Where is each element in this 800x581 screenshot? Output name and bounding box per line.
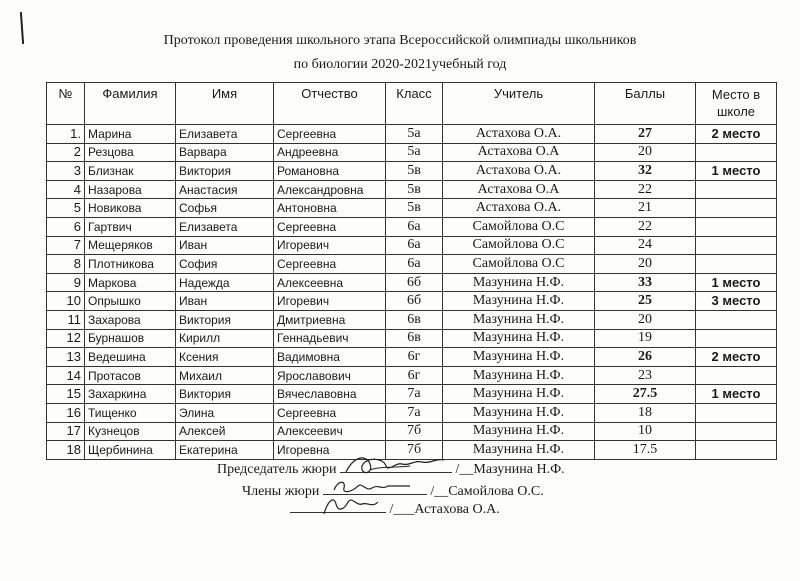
row-score: 24 <box>595 236 696 255</box>
row-place: 1 место <box>696 162 777 181</box>
row-score: 27 <box>595 125 696 144</box>
row-patronymic: Вадимовна <box>274 348 386 367</box>
row-teacher: Астахова О.А <box>443 180 595 199</box>
row-class: 5в <box>386 162 443 181</box>
row-score: 22 <box>595 180 696 199</box>
row-patronymic: Сергеевна <box>274 403 386 422</box>
row-name: Алексей <box>176 422 274 441</box>
table-row <box>47 366 777 385</box>
row-surname: Плотникова <box>85 255 176 274</box>
row-patronymic: Алексеевна <box>274 273 386 292</box>
row-surname: Близнак <box>85 162 176 181</box>
row-score: 20 <box>595 255 696 274</box>
row-surname: Новикова <box>85 199 176 218</box>
row-teacher: Астахова О.А. <box>443 125 595 144</box>
table-row <box>47 310 777 329</box>
member2-handwritten-signature <box>318 494 388 518</box>
row-num: 5 <box>47 199 85 218</box>
row-name: Виктория <box>176 385 274 404</box>
row-class: 5а <box>386 143 443 162</box>
header-teacher: Учитель <box>443 83 595 125</box>
table-row <box>47 273 777 292</box>
row-place: 3 место <box>696 292 777 311</box>
row-num: 10 <box>47 292 85 311</box>
row-patronymic: Вячеславовна <box>274 385 386 404</box>
row-name: Иван <box>176 292 274 311</box>
row-score: 20 <box>595 143 696 162</box>
row-name: Виктория <box>176 310 274 329</box>
row-teacher: Мазунина Н.Ф. <box>443 422 595 441</box>
row-class: 6а <box>386 255 443 274</box>
row-class: 6г <box>386 348 443 367</box>
row-patronymic: Сергеевна <box>274 125 386 144</box>
table-row <box>47 255 777 274</box>
row-teacher: Самойлова О.С <box>443 255 595 274</box>
table-row <box>47 162 777 181</box>
row-name: Софья <box>176 199 274 218</box>
table-row <box>47 125 777 144</box>
row-score: 10 <box>595 422 696 441</box>
table-row <box>47 217 777 236</box>
row-patronymic: Андреевна <box>274 143 386 162</box>
table-row <box>47 236 777 255</box>
row-patronymic: Сергеевна <box>274 255 386 274</box>
row-score: 22 <box>595 217 696 236</box>
row-patronymic: Дмитриевна <box>274 310 386 329</box>
row-num: 18 <box>47 441 85 460</box>
row-name: Елизавета <box>176 217 274 236</box>
table-row <box>47 143 777 162</box>
row-place <box>696 422 777 441</box>
row-place <box>696 310 777 329</box>
row-class: 6б <box>386 273 443 292</box>
row-surname: Кузнецов <box>85 422 176 441</box>
row-place <box>696 441 777 460</box>
row-num: 12 <box>47 329 85 348</box>
row-class: 6в <box>386 310 443 329</box>
row-class: 5а <box>386 125 443 144</box>
row-name: Кирилл <box>176 329 274 348</box>
row-num: 1. <box>47 125 85 144</box>
header-place <box>696 83 777 125</box>
row-class: 7б <box>386 422 443 441</box>
header-place-line1: Место в <box>711 87 761 102</box>
row-class: 5в <box>386 180 443 199</box>
row-surname: Мещеряков <box>85 236 176 255</box>
row-patronymic: Игоревич <box>274 236 386 255</box>
row-place <box>696 180 777 199</box>
header-name: Имя <box>176 83 274 125</box>
row-name: Ксения <box>176 348 274 367</box>
table-row <box>47 385 777 404</box>
row-score: 23 <box>595 366 696 385</box>
row-surname: Марина <box>85 125 176 144</box>
row-patronymic: Антоновна <box>274 199 386 218</box>
document-title: Протокол проведения школьного этапа Всероссийской олимпиады школьников <box>163 33 637 48</box>
row-place: 2 место <box>696 125 777 144</box>
row-surname: Захарова <box>85 310 176 329</box>
row-score: 20 <box>595 310 696 329</box>
row-patronymic: Геннадьевич <box>274 329 386 348</box>
row-patronymic: Сергеевна <box>274 217 386 236</box>
row-teacher: Мазунина Н.Ф. <box>443 366 595 385</box>
row-num: 4 <box>47 180 85 199</box>
row-patronymic: Алексеевич <box>274 422 386 441</box>
row-patronymic: Игоревич <box>274 292 386 311</box>
row-class: 5в <box>386 199 443 218</box>
members-label: Члены жюри <box>242 484 320 499</box>
row-score: 19 <box>595 329 696 348</box>
row-num: 7 <box>47 236 85 255</box>
row-class: 6б <box>386 292 443 311</box>
row-name: Иван <box>176 236 274 255</box>
row-score: 27.5 <box>595 385 696 404</box>
row-teacher: Мазунина Н.Ф. <box>443 273 595 292</box>
table-row <box>47 422 777 441</box>
row-teacher: Самойлова О.С <box>443 217 595 236</box>
row-patronymic: Романовна <box>274 162 386 181</box>
row-surname: Тищенко <box>85 403 176 422</box>
row-name: Екатерина <box>176 441 274 460</box>
table-row <box>47 348 777 367</box>
row-surname: Ведешина <box>85 348 176 367</box>
row-num: 15 <box>47 385 85 404</box>
table-row <box>47 329 777 348</box>
row-num: 17 <box>47 422 85 441</box>
row-teacher: Мазунина Н.Ф. <box>443 385 595 404</box>
row-surname: Резцова <box>85 143 176 162</box>
row-surname: Бурнашов <box>85 329 176 348</box>
row-name: София <box>176 255 274 274</box>
row-teacher: Мазунина Н.Ф. <box>443 292 595 311</box>
row-place <box>696 199 777 218</box>
row-place <box>696 255 777 274</box>
row-num: 11 <box>47 310 85 329</box>
row-teacher: Мазунина Н.Ф. <box>443 310 595 329</box>
chair-name: /__Мазунина Н.Ф. <box>455 462 565 477</box>
row-class: 7а <box>386 385 443 404</box>
row-num: 8 <box>47 255 85 274</box>
row-score: 33 <box>595 273 696 292</box>
row-place: 1 место <box>696 385 777 404</box>
row-num: 16 <box>47 403 85 422</box>
chair-label: Председатель жюри <box>217 462 337 477</box>
row-teacher: Астахова О.А <box>443 143 595 162</box>
results-table <box>46 82 777 460</box>
table-row <box>47 403 777 422</box>
table-row <box>47 180 777 199</box>
row-patronymic: Ярославович <box>274 366 386 385</box>
row-teacher: Самойлова О.С <box>443 236 595 255</box>
row-score: 26 <box>595 348 696 367</box>
row-name: Виктория <box>176 162 274 181</box>
row-place: 1 место <box>696 273 777 292</box>
row-class: 6г <box>386 366 443 385</box>
row-num: 3 <box>47 162 85 181</box>
row-teacher: Мазунина Н.Ф. <box>443 403 595 422</box>
header-num: № <box>47 83 85 125</box>
row-surname: Маркова <box>85 273 176 292</box>
row-patronymic: Александровна <box>274 180 386 199</box>
row-place <box>696 236 777 255</box>
row-surname: Назарова <box>85 180 176 199</box>
header-place-line2: школе <box>716 104 756 119</box>
row-num: 2 <box>47 143 85 162</box>
row-place <box>696 143 777 162</box>
row-name: Михаил <box>176 366 274 385</box>
row-patronymic: Игоревна <box>274 441 386 460</box>
row-class: 6а <box>386 217 443 236</box>
row-surname: Опрышко <box>85 292 176 311</box>
table-row <box>47 199 777 218</box>
row-place: 2 место <box>696 348 777 367</box>
row-score: 21 <box>595 199 696 218</box>
document-subtitle: по биологии 2020-2021учебный год <box>293 57 507 72</box>
row-score: 25 <box>595 292 696 311</box>
row-score: 17.5 <box>595 441 696 460</box>
row-class: 6в <box>386 329 443 348</box>
row-name: Анастасия <box>176 180 274 199</box>
row-score: 18 <box>595 403 696 422</box>
row-class: 7а <box>386 403 443 422</box>
row-name: Елизавета <box>176 125 274 144</box>
member2-name: /___Астахова О.А. <box>389 502 500 517</box>
row-num: 9 <box>47 273 85 292</box>
row-num: 6 <box>47 217 85 236</box>
header-class: Класс <box>386 83 443 125</box>
row-num: 14 <box>47 366 85 385</box>
table-row <box>47 292 777 311</box>
table-header-row <box>47 83 777 125</box>
header-patronymic: Отчество <box>274 83 386 125</box>
header-surname: Фамилия <box>85 83 176 125</box>
row-teacher: Астахова О.А. <box>443 162 595 181</box>
row-name: Элина <box>176 403 274 422</box>
row-name: Надежда <box>176 273 274 292</box>
row-teacher: Астахова О.А. <box>443 199 595 218</box>
row-surname: Протасов <box>85 366 176 385</box>
row-teacher: Мазунина Н.Ф. <box>443 348 595 367</box>
member1-name: /__Самойлова О.С. <box>430 484 544 499</box>
row-num: 13 <box>47 348 85 367</box>
row-surname: Щербинина <box>85 441 176 460</box>
row-name: Варвара <box>176 143 274 162</box>
row-teacher: Мазунина Н.Ф. <box>443 329 595 348</box>
row-score: 32 <box>595 162 696 181</box>
row-surname: Захаркина <box>85 385 176 404</box>
row-class: 6а <box>386 236 443 255</box>
row-place <box>696 329 777 348</box>
row-place <box>696 217 777 236</box>
row-class: 7б <box>386 441 443 460</box>
row-place <box>696 403 777 422</box>
header-score: Баллы <box>595 83 696 125</box>
row-surname: Гартвич <box>85 217 176 236</box>
row-teacher: Мазунина Н.Ф. <box>443 441 595 460</box>
row-place <box>696 366 777 385</box>
